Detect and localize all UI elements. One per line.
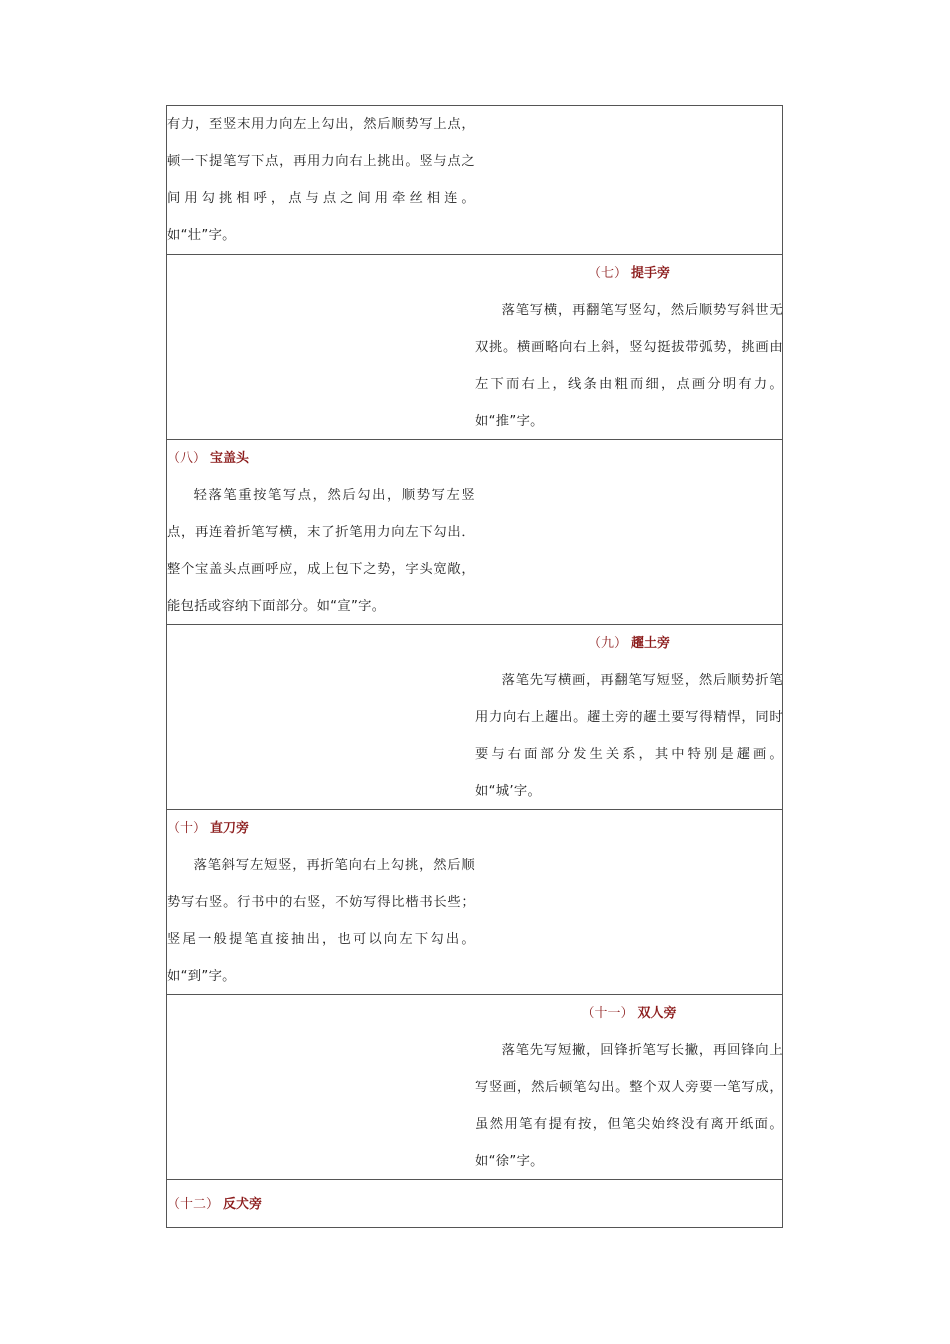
section-cell (475, 255, 783, 440)
section-body: 落笔先写短撇，回锋折笔写长撇，再回锋向上写竖画，然后顿笔勾出。整个双人旁要一笔写成，虽然用笔有提有按，但笔尖始终没有离开纸面。如“徐”字。 (475, 1043, 783, 1169)
section-heading (475, 625, 783, 662)
section-body: 落笔写横，再翻笔写竖勾，然后顺势写斜世无双挑。横画略向右上斜，竖勾挺拔带弧势，挑画由左下而右上，线条由粗而细，点画分明有力。如“推”字。 (475, 303, 783, 429)
section-title: 双人旁 (637, 1006, 677, 1021)
section-heading (475, 255, 783, 292)
section-cell (167, 106, 475, 254)
section-cell (167, 440, 475, 625)
section-cell (475, 995, 783, 1180)
section-body: 落笔先写横画，再翻笔写短竖，然后顺势折笔用力向右上趯出。趯土旁的趯土要写得精悍，同时要与右面部分发生关系，其中特别是趯画。如“城’字。 (475, 673, 783, 799)
section-number: （八） (167, 451, 207, 466)
section-cell (167, 1186, 475, 1223)
section-body: 有力，至竖末用力向左上勾出，然后顺势写上点，顿一下提笔写下点，再用力向右上挑出。竖与点之间用勾挑相呼，点与点之间用牵丝相连。如“壮”字。 (167, 117, 475, 243)
section-heading (167, 440, 475, 477)
section-title: 直刀旁 (210, 821, 250, 836)
section-number: （十一） (581, 1006, 634, 1021)
section-title: 趯土旁 (631, 636, 671, 651)
section-cell (167, 810, 475, 995)
section-title: 提手旁 (631, 266, 671, 281)
calligraphy-radicals-table (166, 105, 783, 1228)
section-cell (475, 625, 783, 810)
section-body: 轻落笔重按笔写点，然后勾出，顺势写左竖点，再连着折笔写横，末了折笔用力向左下勾出．整个宝盖头点画呼应，成上包下之势，字头宽敞，能包括或容纳下面部分。如“宣”字。 (167, 488, 475, 614)
section-row-9 (167, 624, 782, 809)
section-number: （九） (587, 636, 627, 651)
section-heading (475, 995, 783, 1032)
section-body: 落笔斜写左短竖，再折笔向右上勾挑，然后顺势写右竖。行书中的右竖，不妨写得比楷书长些；竖尾一般提笔直接抽出，也可以向左下勾出。如“到”字。 (167, 858, 475, 984)
section-row-continued (167, 106, 782, 254)
section-heading (167, 1186, 475, 1223)
section-number: （七） (587, 266, 627, 281)
section-row-11 (167, 994, 782, 1179)
section-row-10 (167, 809, 782, 994)
section-number: （十二） (167, 1197, 220, 1212)
section-title: 反犬旁 (223, 1197, 263, 1212)
section-heading (167, 810, 475, 847)
section-row-7 (167, 254, 782, 439)
section-title: 宝盖头 (210, 451, 250, 466)
section-row-8 (167, 439, 782, 624)
section-row-12 (167, 1179, 782, 1227)
section-number: （十） (167, 821, 207, 836)
